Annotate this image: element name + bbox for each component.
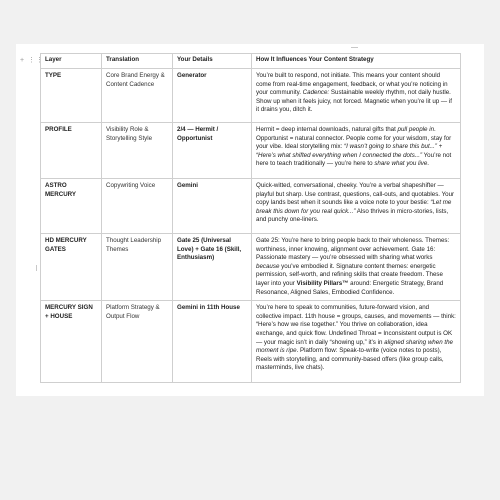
table-row [41, 301, 461, 383]
header-your-details[interactable]: Your Details [173, 54, 252, 69]
cell-translation[interactable]: Platform Strategy & Output Flow [102, 301, 173, 383]
cell-translation[interactable]: Thought Leadership Themes [102, 234, 173, 301]
text-run: . [427, 160, 430, 168]
text-run-italic: because [256, 262, 280, 270]
cell-translation[interactable]: Visibility Role & Storytelling Style [102, 123, 173, 179]
text-run: . Platform flow: Speak-to-write (voice notes to posts), Reels with storytelling, and community-based offers (like group calls, masterminds, live chats). [256, 347, 444, 372]
cell-influence[interactable] [252, 179, 461, 234]
cell-details[interactable]: 2/4 — Hermit / Opportunist [173, 123, 252, 179]
text-run: You’re not here to teach traditionally — you’re here to [256, 151, 452, 168]
table-row [41, 234, 461, 301]
cell-influence[interactable] [252, 69, 461, 123]
cell-translation[interactable]: Copywriting Voice [102, 179, 173, 234]
cell-details[interactable]: Gemini in 11th House [173, 301, 252, 383]
cell-influence[interactable] [252, 123, 461, 179]
content-strategy-table [40, 53, 461, 383]
text-run-italic: aligned sharing when the moment is ripe [256, 338, 453, 355]
table-row [41, 69, 461, 123]
text-run: around: Energetic Strategy, Brand Resonance, Aligned Sales, Embodied Confidence. [256, 279, 444, 296]
header-translation[interactable]: Translation [102, 54, 173, 69]
text-run-italic: “I wasn’t going to share this but...” + “Here’s what shifted everything when I connected the dots...” [256, 143, 443, 159]
cell-layer[interactable]: TYPE [41, 69, 102, 123]
drag-handle-icon[interactable]: ⋮⋮ [28, 57, 45, 64]
cell-influence[interactable] [252, 301, 461, 383]
cell-details[interactable]: Generator [173, 69, 252, 123]
cell-layer[interactable]: ASTRO MERCURY [41, 179, 102, 234]
text-run: Gate 25: You’re here to bring people back to their wholeness. Themes: worthiness, inner knowing, alignment over achievement. Gate 16: Passionate mastery — you’re obsessed with sharing what works [256, 237, 450, 262]
text-run-italic: share what you live [374, 160, 428, 168]
text-run-italic: Cadence: [302, 89, 330, 97]
text-run: . Opportunist = natural connector. People come for your wisdom, stay for your vibe. Ideal storytelling mix: [256, 126, 452, 151]
table-row [41, 123, 461, 179]
text-run: Quick-witted, conversational, cheeky. You’re a verbal shapeshifter — playful but sharp. Use contrast, questions, call-outs, and quotables. Your copy lands best when it sounds like a voice note to your bestie: [256, 182, 455, 207]
cell-details[interactable]: Gemini [173, 179, 252, 234]
header-layer[interactable]: Layer [41, 54, 102, 69]
text-run-italic: pull people in [397, 126, 435, 133]
column-resize-handle-icon[interactable] [351, 47, 358, 51]
cell-translation[interactable]: Core Brand Energy & Content Cadence [102, 69, 173, 123]
text-run: Also thrives in micro-stories, lists, and punchy one-liners. [256, 207, 449, 224]
cell-details[interactable]: Gate 25 (Universal Love) + Gate 16 (Skill, Enthusiasm) [173, 234, 252, 301]
text-run: You’re built to respond, not initiate. This means your content should come from real-time engagement, feedback, or what you’re noticing in your community. [256, 72, 448, 97]
header-influence[interactable]: How It Influences Your Content Strategy [252, 54, 461, 69]
table-header-row [41, 54, 461, 69]
text-run-bold: Visibility Pillars™ [296, 279, 349, 287]
text-run-italic: “Let me break this down for you real quick...” [256, 199, 452, 215]
text-run: Hermit = deep internal downloads, natural gifts that [256, 126, 398, 133]
cell-influence[interactable] [252, 234, 461, 301]
cell-layer[interactable]: PROFILE [41, 123, 102, 179]
cell-layer[interactable]: HD MERCURY GATES [41, 234, 102, 301]
add-block-icon[interactable]: + [20, 57, 26, 64]
table-row [41, 179, 461, 234]
text-run: you’ve embodied it. Signature content themes: energetic permission, self-worth, and refining skills that create freedom. These layer into your [256, 262, 443, 287]
text-run: You’re here to speak to communities, future-forward vision, and collective impact. 11th house = groups, causes, and movements — think: “Here’s how we rise together.” You thrive on collaboration, idea exchange, and quick flow. Undefined Throat = Inconsistent output is OK — your magic isn’t in daily “showing up,” it’s in [256, 304, 456, 346]
cell-layer[interactable]: MERCURY SIGN + HOUSE [41, 301, 102, 383]
text-run: Sustainable weekly rhythm, not daily hustle. Show up when it feels juicy, not forced. Magnetic when you’re lit up — if it drains you, ditch it. [256, 89, 452, 114]
